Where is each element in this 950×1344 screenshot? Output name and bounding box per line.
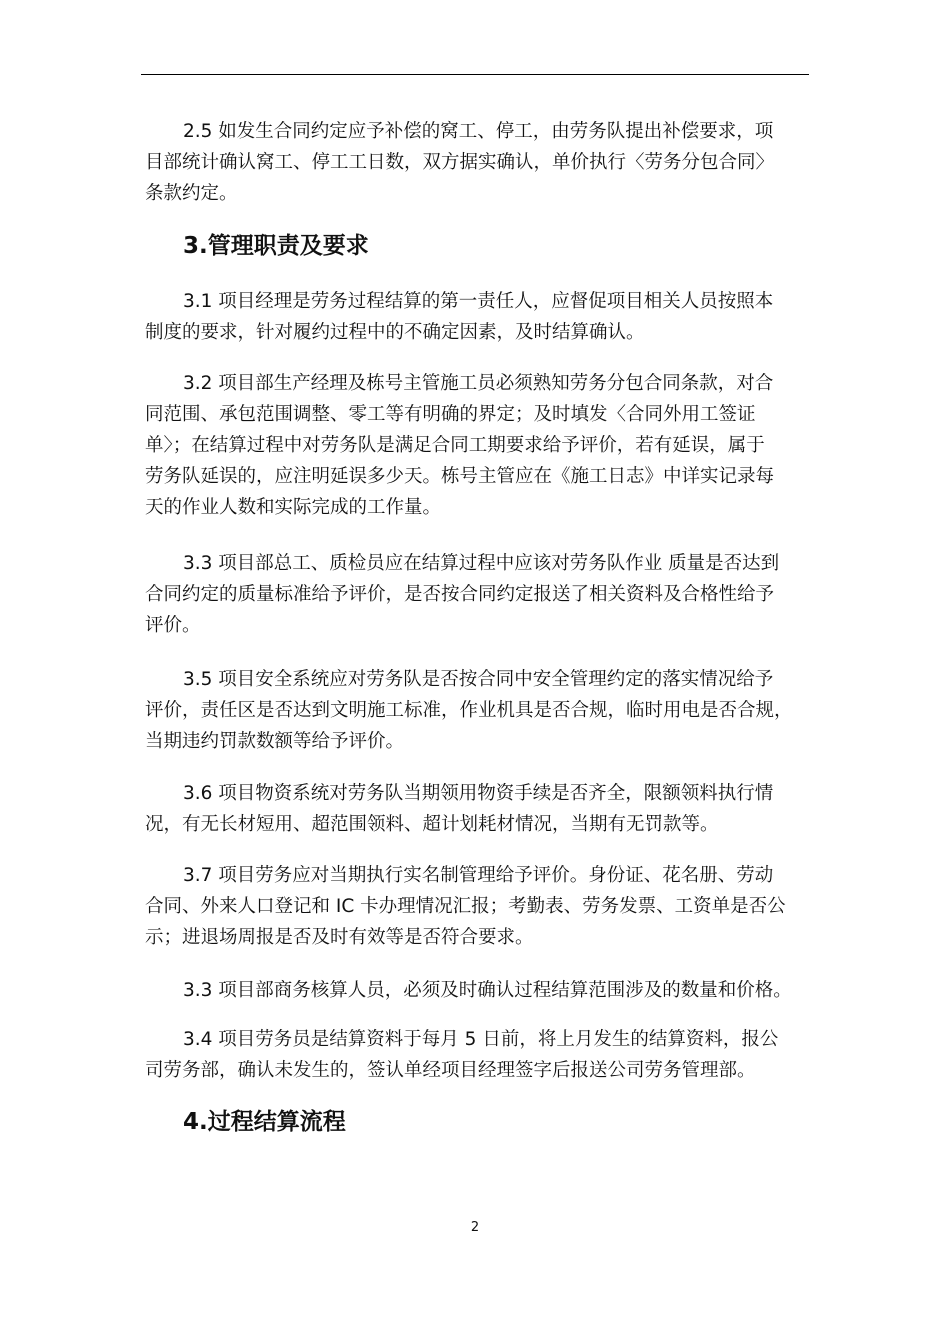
paragraph-line: 3.5 项目安全系统应对劳务队是否按合同中安全管理约定的落实情况给予 [183, 669, 774, 690]
paragraph-3-7 [145, 860, 825, 953]
paragraph-line: 制度的要求，针对履约过程中的不确定因素，及时结算确认。 [145, 322, 645, 343]
paragraph-line: 3.1 项目经理是劳务过程结算的第一责任人，应督促项目相关人员按照本 [183, 291, 774, 312]
paragraph-line: 3.2 项目部生产经理及栋号主管施工员必须熟知劳务分包合同条款，对合 [183, 373, 774, 394]
paragraph-line: 评价。 [145, 615, 201, 636]
paragraph-3-5 [145, 664, 825, 757]
paragraph-line: 天的作业人数和实际完成的工作量。 [145, 497, 442, 518]
paragraph-line: 合同约定的质量标准给予评价，是否按合同约定报送了相关资料及合格性给予 [145, 584, 775, 605]
paragraph-line: 目部统计确认窝工、停工工日数，双方据实确认，单价执行〈劳务分包合同〉 [145, 152, 775, 173]
section-heading-3: 3.管理职责及要求 [183, 233, 369, 259]
paragraph-line: 3.4 项目劳务员是结算资料于每月 5 日前，将上月发生的结算资料，报公 [183, 1029, 779, 1050]
paragraph-line: 2.5 如发生合同约定应予补偿的窝工、停工，由劳务队提出补偿要求，项 [183, 121, 774, 142]
paragraph-3-2 [145, 368, 825, 523]
paragraph-line: 当期违约罚款数额等给予评价。 [145, 731, 405, 752]
paragraph-line: 同范围、承包范围调整、零工等有明确的界定；及时填发〈合同外用工签证 [145, 404, 756, 425]
paragraph-line: 评价，责任区是否达到文明施工标准，作业机具是否合规，临时用电是否合规， [145, 700, 793, 721]
header-rule [141, 74, 809, 75]
paragraph-2-5 [145, 116, 825, 209]
paragraph-3-3-commerce [145, 975, 825, 1006]
paragraph-line: 劳务队延误的，应注明延误多少天。栋号主管应在《施工日志》中详实记录每 [145, 466, 775, 487]
paragraph-3-4 [145, 1024, 825, 1086]
paragraph-line: 3.6 项目物资系统对劳务队当期领用物资手续是否齐全，限额领料执行情 [183, 783, 774, 804]
paragraph-3-3 [145, 548, 825, 641]
paragraph-line: 3.7 项目劳务应对当期执行实名制管理给予评价。身份证、花名册、劳动 [183, 865, 774, 886]
paragraph-3-1 [145, 286, 825, 348]
paragraph-line: 司劳务部，确认未发生的，签认单经项目经理签字后报送公司劳务管理部。 [145, 1060, 756, 1081]
paragraph-line: 3.3 项目部商务核算人员，必须及时确认过程结算范围涉及的数量和价格。 [183, 980, 792, 1001]
page-number: 2 [470, 1220, 480, 1235]
paragraph-line: 条款约定。 [145, 183, 238, 204]
paragraph-line: 合同、外来人口登记和 IC 卡办理情况汇报；考勤表、劳务发票、工资单是否公 [145, 896, 786, 917]
paragraph-3-6 [145, 778, 825, 840]
paragraph-line: 单〉；在结算过程中对劳务队是满足合同工期要求给予评价，若有延误，属于 [145, 435, 765, 456]
section-heading-4: 4.过程结算流程 [183, 1109, 346, 1135]
paragraph-line: 况，有无长材短用、超范围领料、超计划耗材情况，当期有无罚款等。 [145, 814, 719, 835]
paragraph-line: 3.3 项目部总工、质检员应在结算过程中应该对劳务队作业 质量是否达到 [183, 553, 780, 574]
paragraph-line: 示；进退场周报是否及时有效等是否符合要求。 [145, 927, 534, 948]
